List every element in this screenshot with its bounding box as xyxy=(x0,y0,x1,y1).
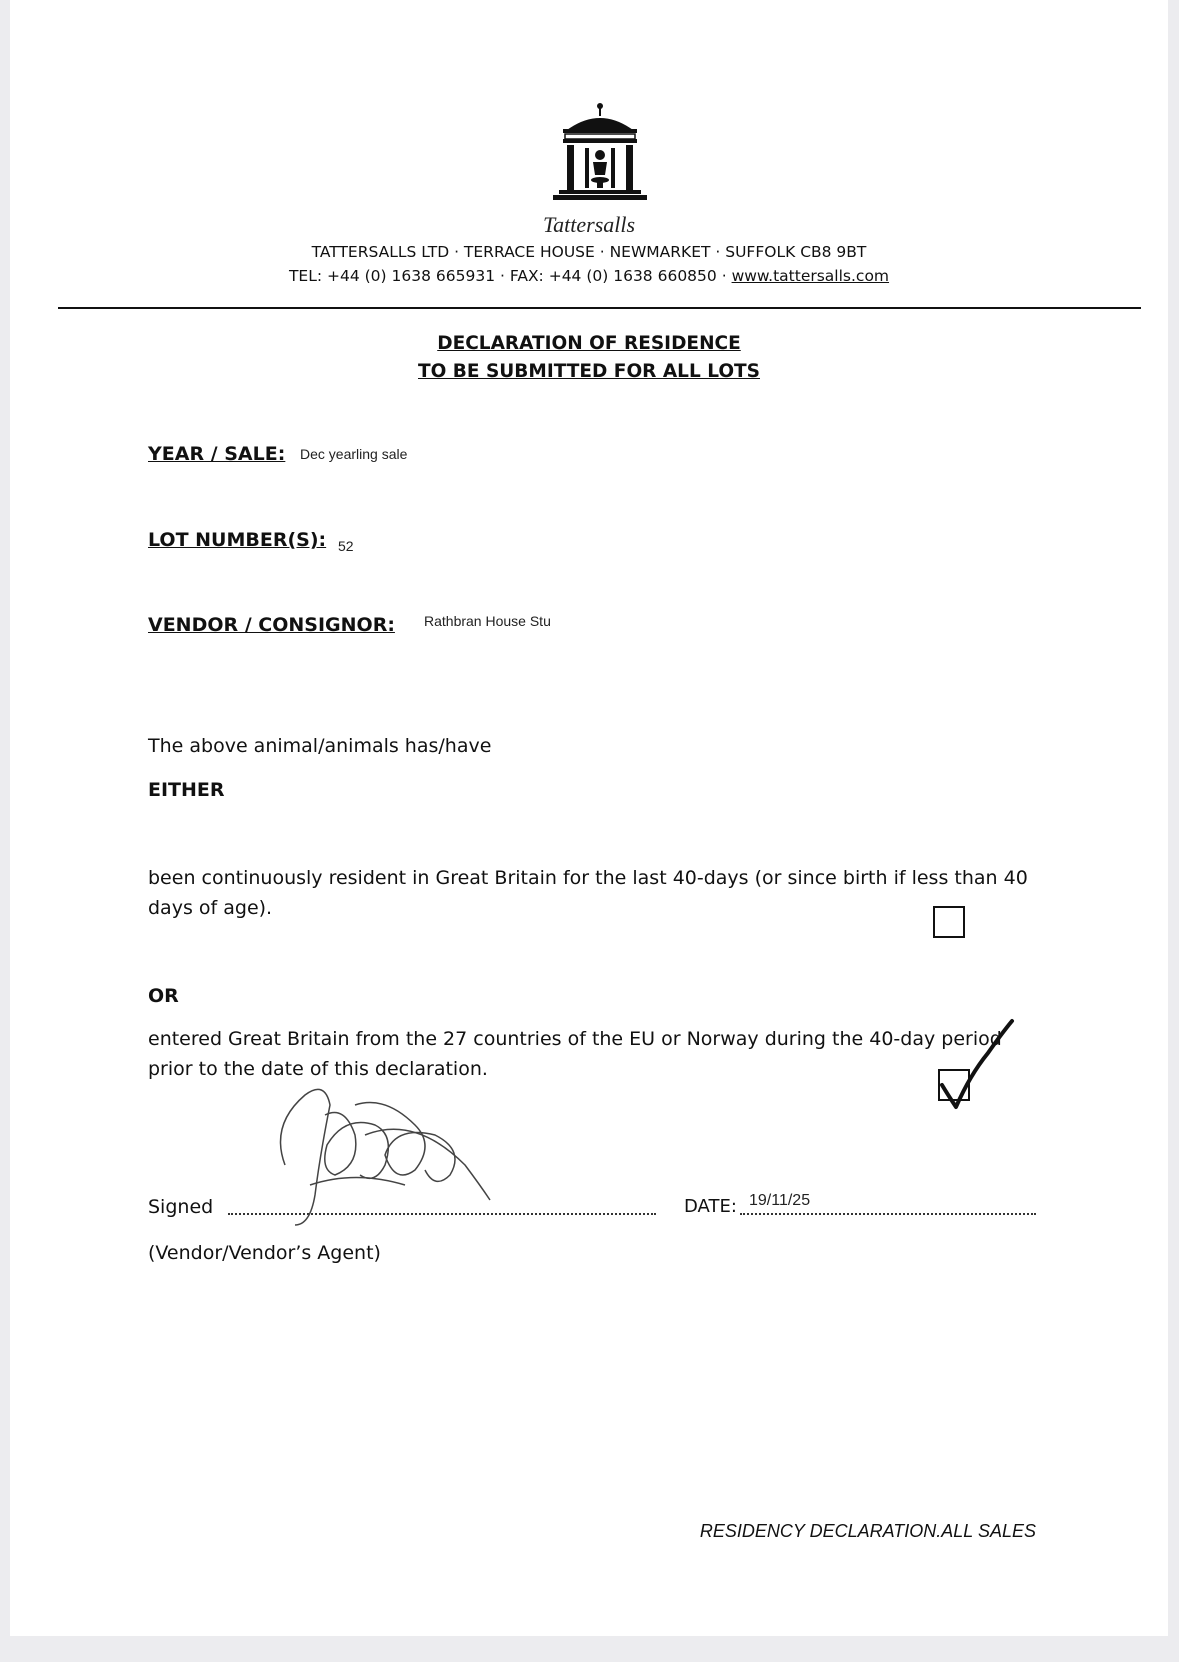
document-subtitle: TO BE SUBMITTED FOR ALL LOTS xyxy=(418,361,760,382)
statement-intro: The above animal/animals has/have xyxy=(148,735,492,757)
signatory-role: (Vendor/Vendor’s Agent) xyxy=(148,1242,381,1264)
or-heading: OR xyxy=(148,985,179,1007)
option1-checkbox[interactable] xyxy=(933,906,965,938)
header-divider xyxy=(58,307,1141,309)
year-sale-value[interactable]: Dec yearling sale xyxy=(300,446,408,462)
lot-number-value[interactable]: 52 xyxy=(338,538,354,554)
option1-line1: been continuously resident in Great Britain for the last 40-days (or since birth if less than 40 xyxy=(148,867,1028,889)
vendor-consignor-value[interactable]: Rathbran House Stu xyxy=(424,613,551,629)
year-sale-label: YEAR / SALE: xyxy=(148,443,286,465)
option1-text xyxy=(148,863,1048,923)
brand-name: Tattersalls xyxy=(542,212,636,237)
vendor-consignor-label: VENDOR / CONSIGNOR: xyxy=(148,614,395,636)
checkmark-icon xyxy=(930,1015,1030,1115)
either-heading: EITHER xyxy=(148,779,225,801)
website-link[interactable]: www.tattersalls.com xyxy=(731,267,890,285)
tattersalls-logo xyxy=(545,100,655,210)
document-title: DECLARATION OF RESIDENCE xyxy=(437,333,741,354)
company-contact xyxy=(10,267,1168,285)
option1-line2: days of age). xyxy=(148,897,273,919)
lot-number-label: LOT NUMBER(S): xyxy=(148,529,327,551)
option2-line1: entered Great Britain from the 27 countries of the EU or Norway during the 40-day period xyxy=(148,1028,1002,1050)
date-label: DATE: xyxy=(684,1196,737,1217)
date-value[interactable]: 19/11/25 xyxy=(749,1192,811,1209)
signature-scribble-icon xyxy=(265,1075,495,1235)
signed-label: Signed xyxy=(148,1196,214,1218)
date-line[interactable] xyxy=(740,1213,1036,1215)
company-address: TATTERSALLS LTD · TERRACE HOUSE · NEWMARKET · SUFFOLK CB8 9BT xyxy=(311,243,867,261)
footer-note: RESIDENCY DECLARATION.ALL SALES xyxy=(699,1521,1036,1541)
option2-line2: prior to the date of this declaration. xyxy=(148,1058,488,1080)
document-page xyxy=(10,0,1168,1636)
contact-numbers: TEL: +44 (0) 1638 665931 · FAX: +44 (0) 1638 660850 · xyxy=(288,267,732,285)
